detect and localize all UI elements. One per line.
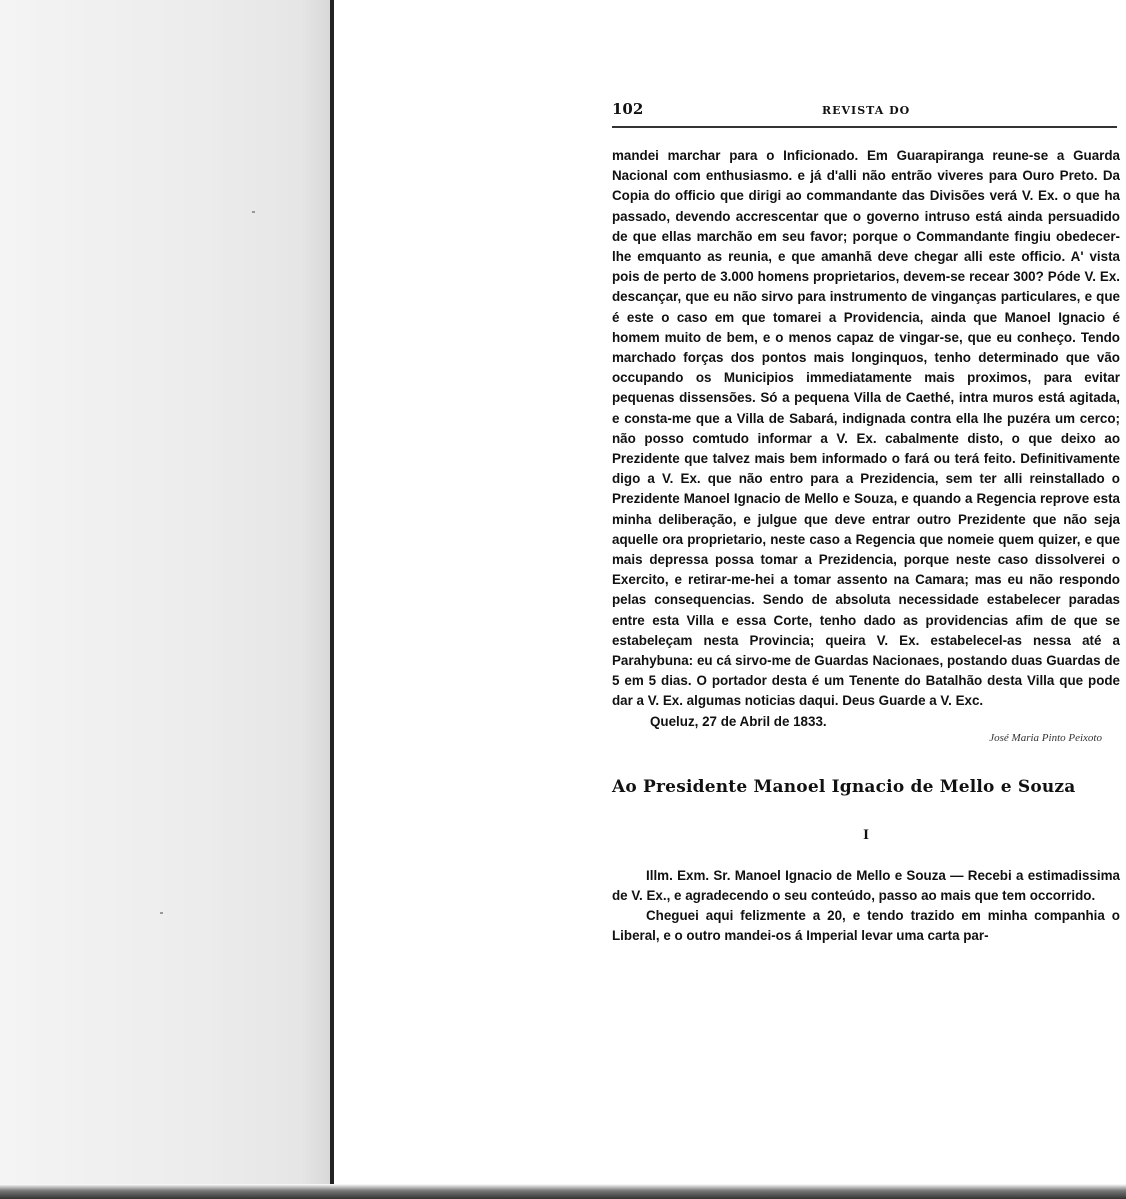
book-spine-shadow bbox=[0, 0, 333, 1199]
letter-dateline: Queluz, 27 de Abril de 1833. bbox=[650, 713, 827, 729]
section-number: I bbox=[863, 826, 869, 843]
scan-speck bbox=[160, 912, 163, 914]
letter-paragraph: Cheguei aqui felizmente a 20, e tendo trazido em minha companhia o Liberal, e o outro mandei-os á Imperial levar uma carta par- bbox=[612, 908, 1120, 944]
letter-paragraph: Illm. Exm. Sr. Manoel Ignacio de Mello e Souza — Recebi a estimadissima de V. Ex., e agradecendo o seu conteúdo, passo ao mais que tem occorrido. bbox=[612, 867, 1120, 903]
book-bottom-edge bbox=[0, 1184, 1126, 1199]
book-gutter-line bbox=[330, 0, 334, 1199]
running-head bbox=[612, 96, 1120, 118]
letter-body: mandei marchar para o Inficionado. Em Guarapiranga reune-se a Guarda Nacional com enthusiasmo. e já d'alli não entrão viveres para Ouro Preto. Da Copia do officio que dirigi ao commandante das Divisões verá V. Ex. o que ha passado, devendo accrescentar que o governo intruso está ainda persuadido de que ellas marchão em seu favor; porque o Commandante fingiu obedecer-lhe emquanto as reunia, e que amanhã deve chegar alli este officio. A' vista pois de perto de 3.000 homens proprietarios, devem-se recear 300? Póde V. Ex. descançar, que eu não sirvo para instrumento de vinganças particulares, e que é este o caso em que tomarei a Providencia, ainda que Manoel Ignacio é homem muito de bem, e o menos capaz de vingar-se, que eu conheço. Tendo marchado forças dos pontos mais longinquos, tenho determinado que vão occupando os Municipios immediatamente mais proximos, para evitar pequenas dissensões. Só a pequena Villa de Caethé, intra muros está agitada, e consta-me que a Villa de Sabará, indignada contra ella lhe puzéra um cerco; não posso comtudo informar a V. Ex. cabalmente disto, o que deixo ao Prezidente que talvez mais bem informado o fará ou terá feito. Definitivamente digo a V. Ex. que não entro para a Prezidencia, sem ter alli reinstallado o Prezidente Manoel Ignacio de Mello e Souza, e quando a Regencia reprove esta minha deliberação, e julgue que deve entrar outro Prezidente que não seja aquelle ora proprietario, neste caso a Regencia que nomeie quem quizer, e que mais depressa possa tomar a Prezidencia, porque neste caso dissolverei o Exercito, e retirar-me-hei a tomar assento na Camara; mas eu não respondo pelas consequencias. Sendo de absoluta necessidade estabelecer paradas entre esta Villa e essa Corte, tenho dado as providencias afim de que se estabeleçam nesta Provincia; queira V. Ex. estabelecel-as nessa até a Parahybuna: eu cá sirvo-me de Guardas Nacionaes, postando duas Guardas de 5 em 5 dias. O portador desta é um Tenente do Batalhão desta Villa que pode dar a V. Ex. algumas noticias daqui. Deus Guarde a V. Exc. bbox=[612, 148, 1120, 709]
page-number: 102 bbox=[612, 100, 644, 118]
book-page bbox=[612, 96, 1120, 947]
header-rule bbox=[612, 126, 1117, 128]
section-heading: Ao Presidente Manoel Ignacio de Mello e Souza bbox=[612, 776, 1076, 797]
running-title: REVISTA DO bbox=[822, 104, 911, 117]
letter-signature: José Maria Pinto Peixoto bbox=[989, 731, 1102, 744]
scan-speck bbox=[252, 211, 255, 213]
